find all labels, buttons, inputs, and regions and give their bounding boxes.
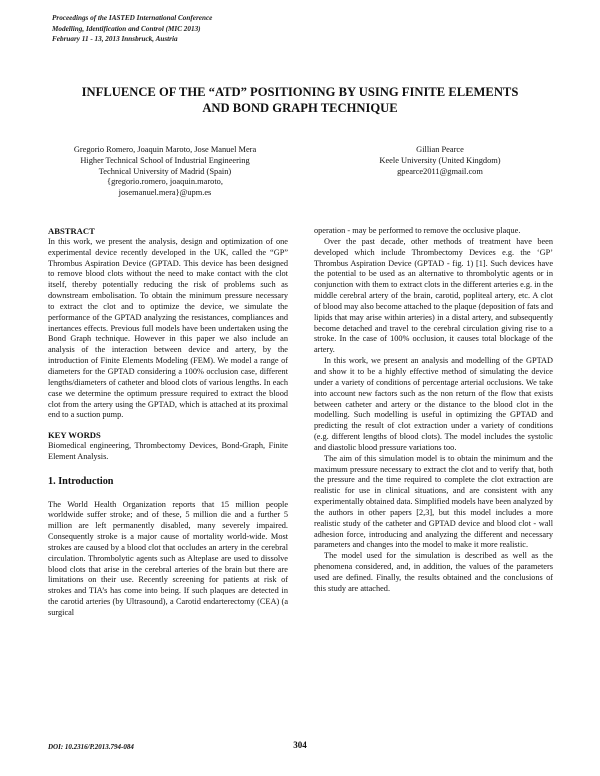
intro-paragraph-4: The aim of this simulation model is to obtain the minimum and the maximum pressure necessary to extract the clot and to verify that, both the pressure and the time required to complete the clot extraction are realistic for use in clinical situations, and are consistent with any experimentally obtained data. Simplified models have been analyzed by the authors in other papers [2,3], but this model includes a more realistic study of the catheter and GPTAD device and blood clot - wall adhesion force, introducing and analyzing the different and necessary parameters and changes into the model to make it more realistic.: [314, 453, 553, 550]
author-name: Gillian Pearce: [416, 145, 464, 154]
author-university: Technical University of Madrid (Spain): [98, 166, 232, 176]
author-affiliation: Higher Technical School of Industrial Engineering: [80, 155, 250, 165]
right-column: [314, 226, 553, 595]
author-email: gpearce2011@gmail.com: [397, 166, 483, 176]
author-block-right: [330, 145, 550, 177]
keywords-text: Biomedical engineering, Thrombectomy Devices, Bond-Graph, Finite Element Analysis.: [48, 441, 288, 461]
author-affiliation: Keele University (United Kingdom): [379, 155, 501, 165]
title-line-1: INFLUENCE OF THE “ATD” POSITIONING BY USING FINITE ELEMENTS: [81, 85, 519, 99]
paper-title: [40, 85, 560, 116]
header-line-3: February 11 - 13, 2013 Innsbruck, Austria: [52, 35, 178, 43]
intro-paragraph-1-continued: operation - may be performed to remove the occlusive plaque.: [314, 226, 521, 235]
introduction-heading: 1. Introduction: [48, 475, 114, 487]
intro-paragraph-3: In this work, we present an analysis and modelling of the GPTAD and show it to be a highly effective method of simulating the device under a variety of conditions of percentage arterial occlusions. We take into account new factors such as the non return of the flow that exists between catheter and artery or the distance to the blood clot in the modelling. Such modelling is useful in optimizing the GPTAD and predicting the result of clot extraction under a variety of conditions (e.g. different lengths of blood clots). The model includes the systolic and diastolic blood pressure variations too.: [314, 356, 553, 452]
title-line-2: AND BOND GRAPH TECHNIQUE: [202, 100, 398, 115]
conference-header: [52, 13, 212, 45]
doi-footer: DOI: 10.2316/P.2013.794-084: [48, 743, 134, 751]
header-line-1: Proceedings of the IASTED International Conference: [52, 14, 213, 22]
abstract-text: In this work, we present the analysis, design and optimization of one experimental device recently developed in the UK, called the “GP” Thrombus Aspiration Device (GPTAD. This device has been designed to remove blood clots without the need to make contact with the clot itself, thereby potentially reducing the risk of problems such as downstream embolisation. To obtain the minimum pressure necessary to extract the clot and to optimize the device, we simulate the performance of the GPTAD analyzing the resistances, compliances and inertances effects. Previous full models have been undertaken using the Bond Graph technique. However in this paper we also include an analysis of the interaction between device and artery, by the introduction of Finite Elements Modeling (FEM). We model a range of diameters for the GPTAD considering a 100% occlusion case, different lengths/diameters of catheter and blood clots of various lengths. In each case we determine the optimum pressure required to extract the blood clot from the artery using the GPTAD, which is attached at its proximal end to a suction pump.: [48, 236, 288, 420]
author-emails-domain: josemanuel.mera}@upm.es: [118, 188, 212, 198]
author-names: Gregorio Romero, Joaquin Maroto, Jose Manuel Mera: [73, 145, 257, 154]
author-block-left: [50, 145, 280, 199]
intro-paragraph-5: The model used for the simulation is described as well as the phenomena considered, and, in addition, the values of the parameters used are defined. Finally, the results obtained and the conclusions of this study are attached.: [314, 551, 553, 593]
intro-paragraph-2: Over the past decade, other methods of treatment have been developed which include Thrombectomy Devices e.g. the ‘GP’ Thrombus Aspiration Device (GPTAD - fig. 1) [1]. Such devices have the potential to be used as an alternative to thrombolytic agents or in conjunction with them to extract clots in the different arteries e.g. in the middle cerebral artery of the brain, carotid, popliteal artery, etc. A clot of blood may also become attached to the plaque (deposition of fats and lipids that may arise within arteries) in a distal artery, and subsequently become detached and travel to the cerebral circulation giving rise to a stroke. In the case of 100% occlusion, it causes total blockage of the artery.: [314, 236, 553, 355]
author-emails: {gregorio.romero, joaquin.maroto,: [107, 177, 223, 187]
abstract-heading: ABSTRACT: [48, 226, 95, 236]
page-number: 304: [293, 740, 307, 750]
keywords-heading: KEY WORDS: [48, 430, 101, 441]
left-column: [48, 226, 288, 619]
header-line-2: Modelling, Identification and Control (MIC 2013): [52, 24, 201, 33]
intro-paragraph-1: The World Health Organization reports that 15 million people worldwide suffer stroke; and of these, 5 million die and a further 5 million are left permanently disabled, many severely impaired. Consequently stroke is a major cause of mortality world-wide. Most strokes are caused by a blood clot that occludes an artery in the cerebral circulation. Thrombolytic agents such as Alteplase are used to dissolve blood clots that arise in the cerebral arteries of the brain but there are limitations on their use. Recently screening for patients at risk of strokes and TIA’s has come into being. If such plaques are detected in the carotid arteries (by Ultrasound), a Carotid endarterectomy (CEA) (a surgical: [48, 499, 288, 617]
